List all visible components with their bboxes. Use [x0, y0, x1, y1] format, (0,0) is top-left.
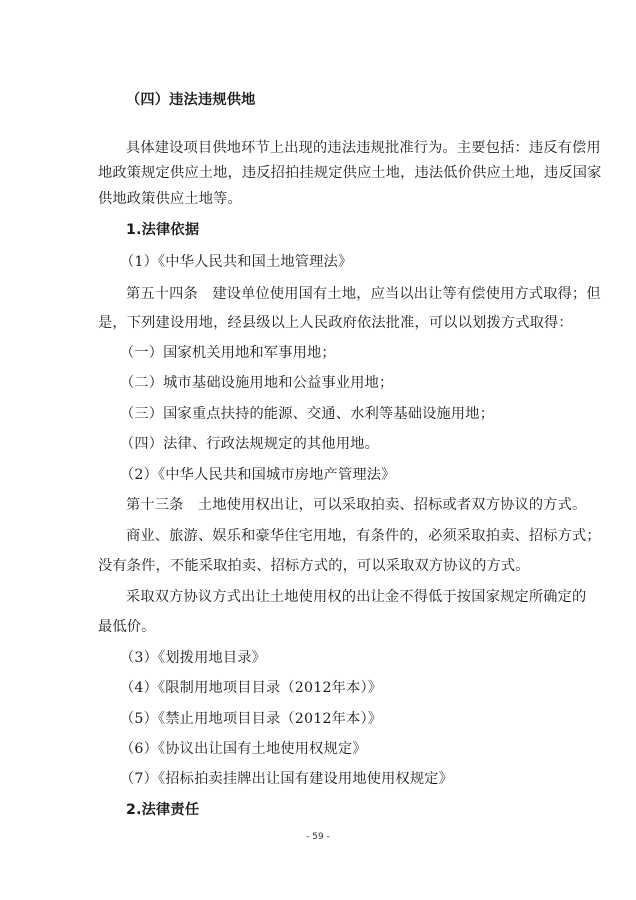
article-13-p3-line-2: 最低价。	[98, 619, 156, 635]
page-number: - 59 -	[306, 832, 330, 842]
intro-line-3: 供地政策供应土地等。	[98, 191, 242, 207]
legal-basis-heading: 1.法律依据	[126, 222, 200, 238]
law-3-title: （3）《划拨用地目录》	[120, 650, 267, 666]
law-2-title: （2）《中华人民共和国城市房地产管理法》	[120, 467, 396, 483]
section-heading: （四）违法违规供地	[126, 92, 256, 108]
liability-heading: 2.法律责任	[126, 802, 200, 818]
article-13-p2-line-2: 没有条件，不能采取拍卖、招标方式的，可以采取双方协议的方式。	[98, 558, 530, 574]
law-6-title: （6）《协议出让国有土地使用权规定》	[120, 741, 367, 757]
law-1-title: （1）《中华人民共和国土地管理法》	[120, 254, 353, 270]
article-54-line-1: 第五十四条 建设单位使用国有土地，应当以出让等有偿使用方式取得；但	[126, 286, 601, 302]
article-13-p3-line-1: 采取双方协议方式出让土地使用权的出让金不得低于按国家规定所确定的	[126, 589, 587, 605]
law-5-title: （5）《禁止用地项目目录（2012年本）》	[120, 711, 383, 727]
intro-line-1: 具体建设项目供地环节上出现的违法违规批准行为。主要包括：违反有偿用	[126, 140, 601, 156]
article-54-line-2: 是，下列建设用地，经县级以上人民政府依法批准，可以以划拨方式取得：	[98, 315, 573, 331]
article-54-item-3: （三）国家重点扶持的能源、交通、水利等基础设施用地；	[120, 406, 495, 422]
article-54-item-2: （二）城市基础设施用地和公益事业用地；	[120, 375, 394, 391]
article-13-p2-line-1: 商业、旅游、娱乐和豪华住宅用地，有条件的，必须采取拍卖、招标方式；	[126, 528, 601, 544]
article-54-item-4: （四）法律、行政法规规定的其他用地。	[120, 436, 379, 452]
law-7-title: （7）《招标拍卖挂牌出让国有建设用地使用权规定》	[120, 771, 454, 787]
article-13-line-1: 第十三条 土地使用权出让，可以采取拍卖、招标或者双方协议的方式。	[126, 497, 587, 513]
law-4-title: （4）《限制用地项目目录（2012年本）》	[120, 680, 383, 696]
intro-line-2: 地政策规定供应土地，违反招拍挂规定供应土地，违法低价供应土地，违反国家	[98, 165, 602, 181]
article-54-item-1: （一）国家机关用地和军事用地；	[120, 345, 336, 361]
